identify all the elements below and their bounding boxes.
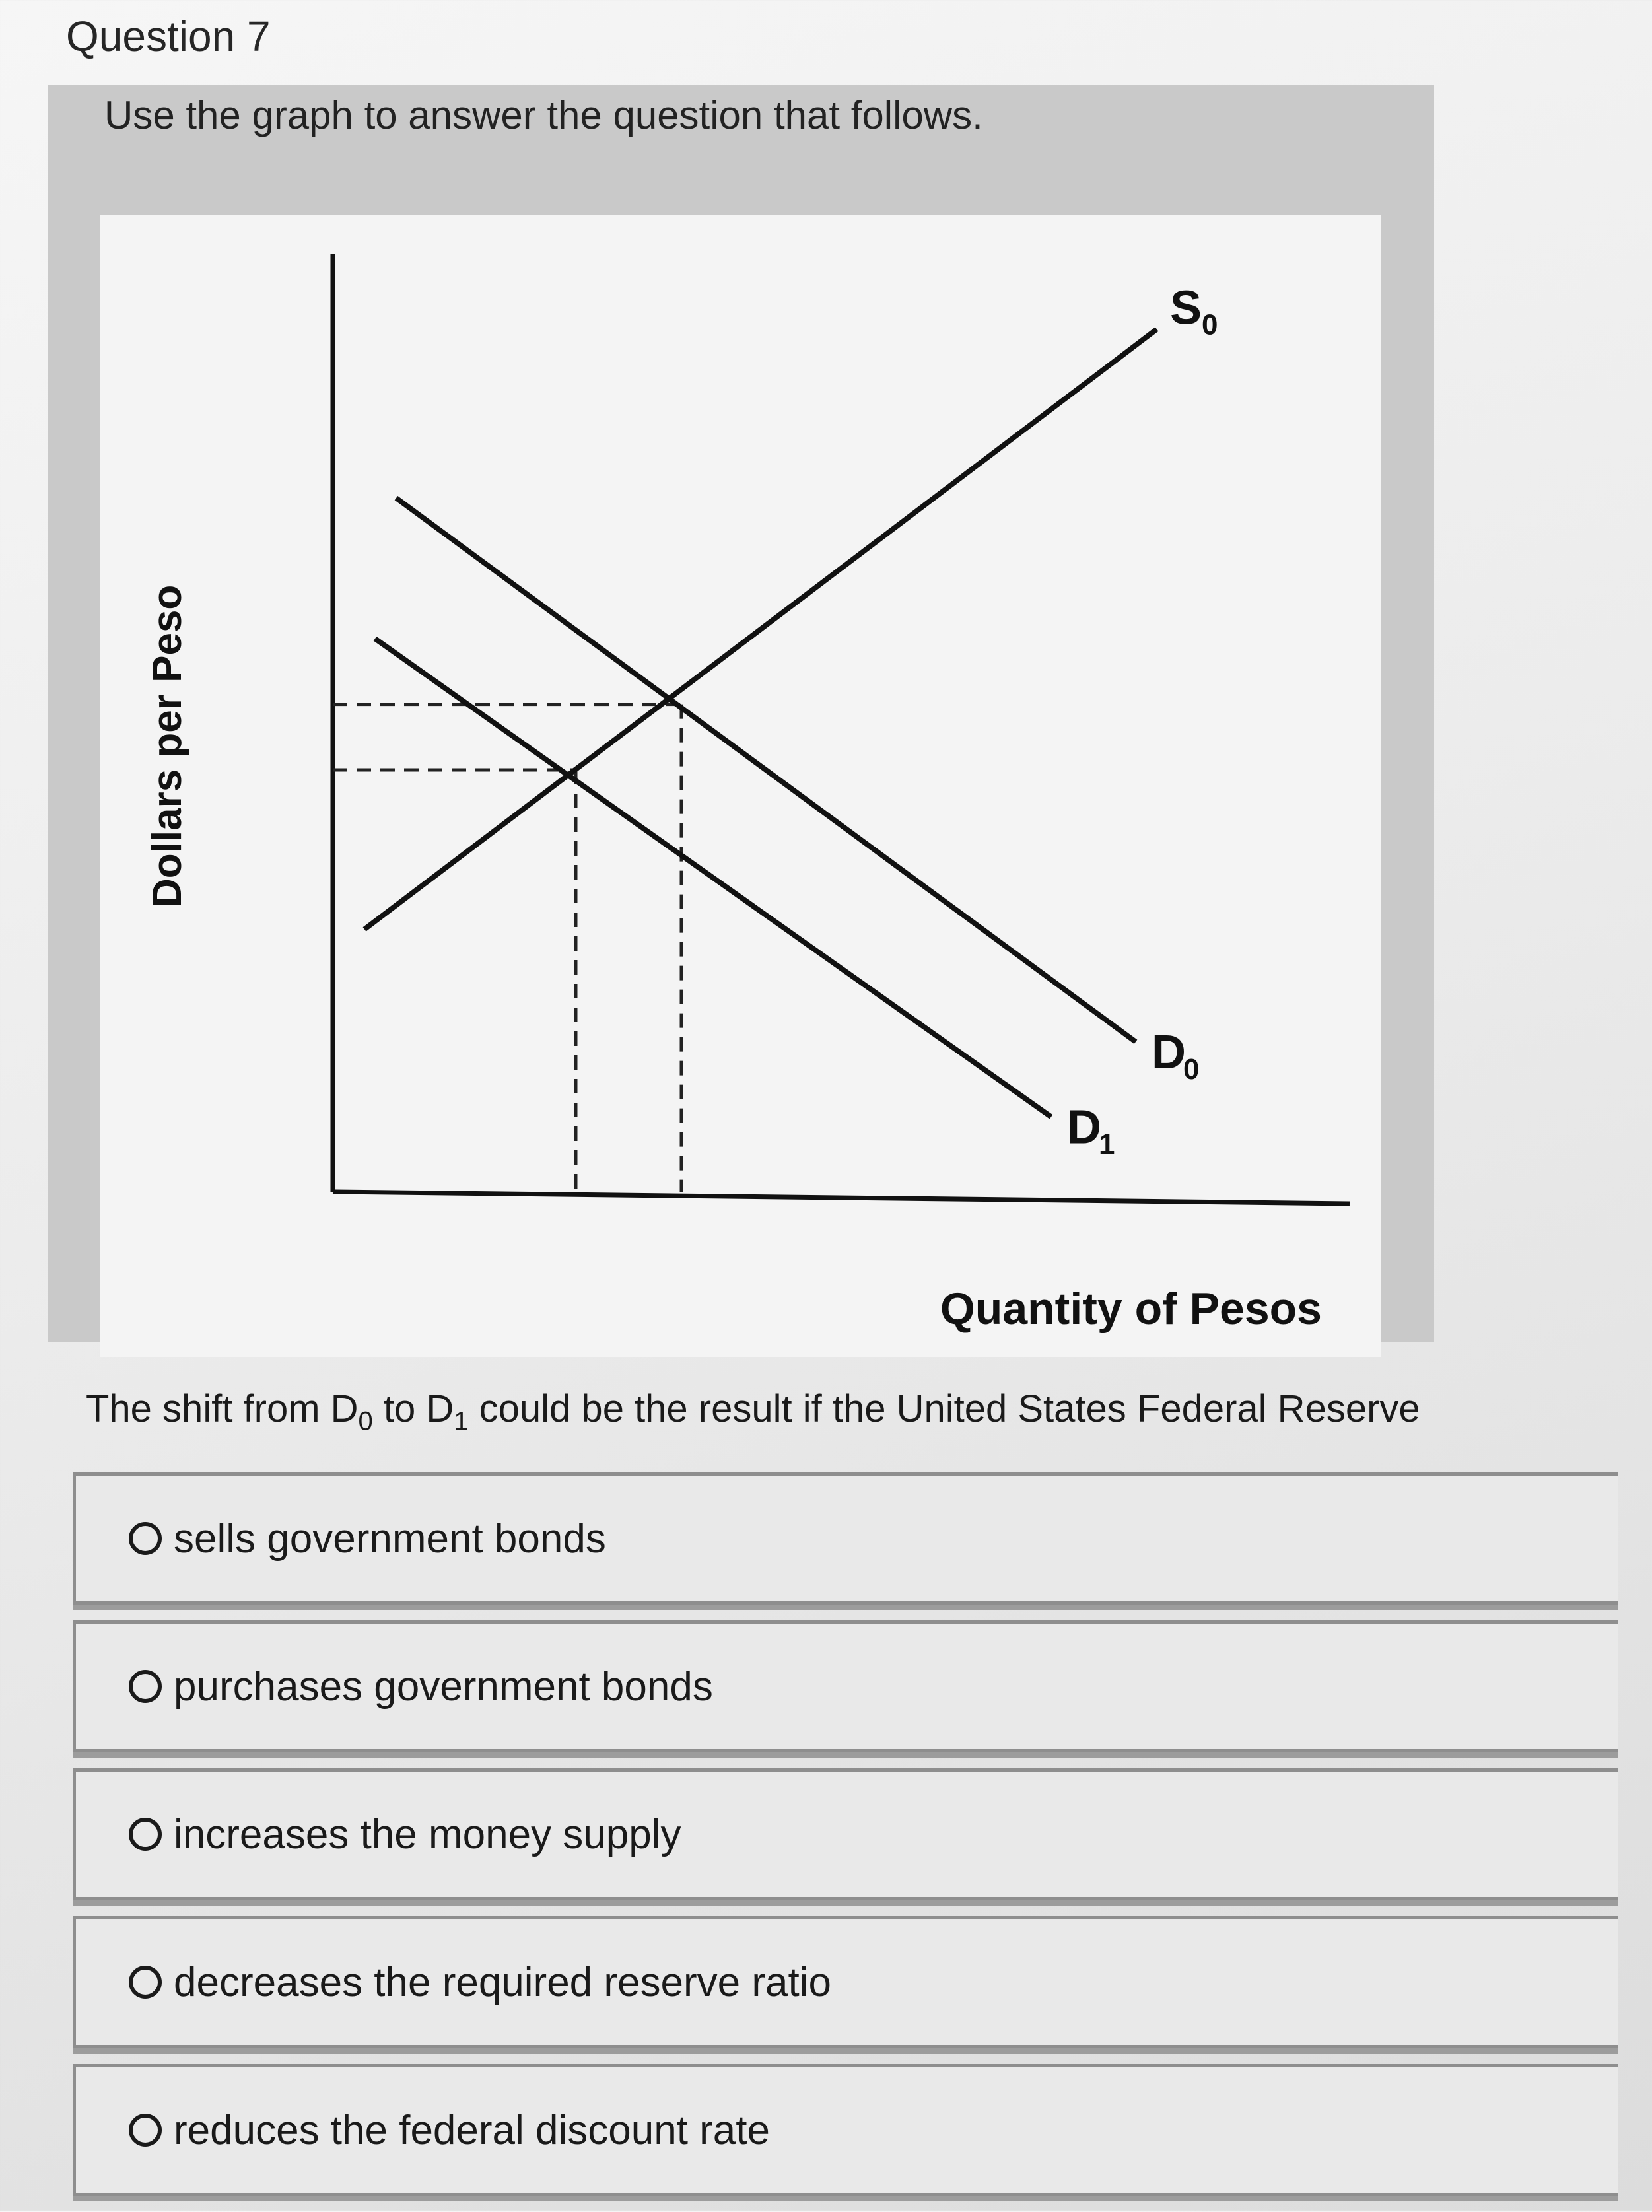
- answer-option[interactable]: [73, 2064, 1618, 2196]
- option-label: purchases government bonds: [174, 1663, 713, 1710]
- statement-sub-d0: 0: [358, 1406, 373, 1436]
- option-label: increases the money supply: [174, 1811, 681, 1857]
- option-label: decreases the required reserve ratio: [174, 1959, 831, 2005]
- radio-button[interactable]: [129, 2114, 162, 2147]
- demand-curve-label-d1: D: [1067, 1101, 1101, 1154]
- demand-curve-label-d0: D: [1152, 1025, 1186, 1079]
- option-label: reduces the federal discount rate: [174, 2107, 770, 2153]
- x-axis-line: [333, 1192, 1350, 1204]
- answer-option[interactable]: [73, 1472, 1618, 1605]
- supply-demand-chart: [100, 215, 1381, 1357]
- question-statement: [86, 1387, 1618, 1437]
- supply-curve-subscript-s0: 0: [1202, 308, 1218, 341]
- radio-button[interactable]: [129, 1818, 162, 1851]
- supply-curve-label-s0: S: [1170, 281, 1202, 335]
- answer-option[interactable]: [73, 1620, 1618, 1752]
- answer-options: [73, 1472, 1618, 2212]
- statement-text-middle: to D: [372, 1387, 454, 1430]
- demand-curve-subscript-d1: 1: [1099, 1128, 1115, 1161]
- answer-option[interactable]: [73, 1768, 1618, 1900]
- radio-button[interactable]: [129, 1966, 162, 1999]
- radio-button[interactable]: [129, 1670, 162, 1703]
- option-label: sells government bonds: [174, 1515, 606, 1562]
- statement-sub-d1: 1: [454, 1406, 469, 1436]
- question-prompt: Use the graph to answer the question that follows.: [104, 93, 983, 137]
- statement-text-before: The shift from D: [86, 1387, 359, 1430]
- x-axis-label: Quantity of Pesos: [940, 1284, 1322, 1334]
- supply-curve-s0: [364, 329, 1157, 930]
- question-number: Question 7: [66, 13, 271, 60]
- statement-text-after: could be the result if the United States Federal Reserve: [468, 1387, 1420, 1430]
- y-axis-label: Dollars per Peso: [145, 584, 190, 908]
- demand-curve-subscript-d0: 0: [1183, 1053, 1200, 1086]
- demand-curve-d1: [375, 639, 1051, 1117]
- graph-area: [100, 215, 1381, 1357]
- answer-option[interactable]: [73, 1916, 1618, 2048]
- radio-button[interactable]: [129, 1522, 162, 1555]
